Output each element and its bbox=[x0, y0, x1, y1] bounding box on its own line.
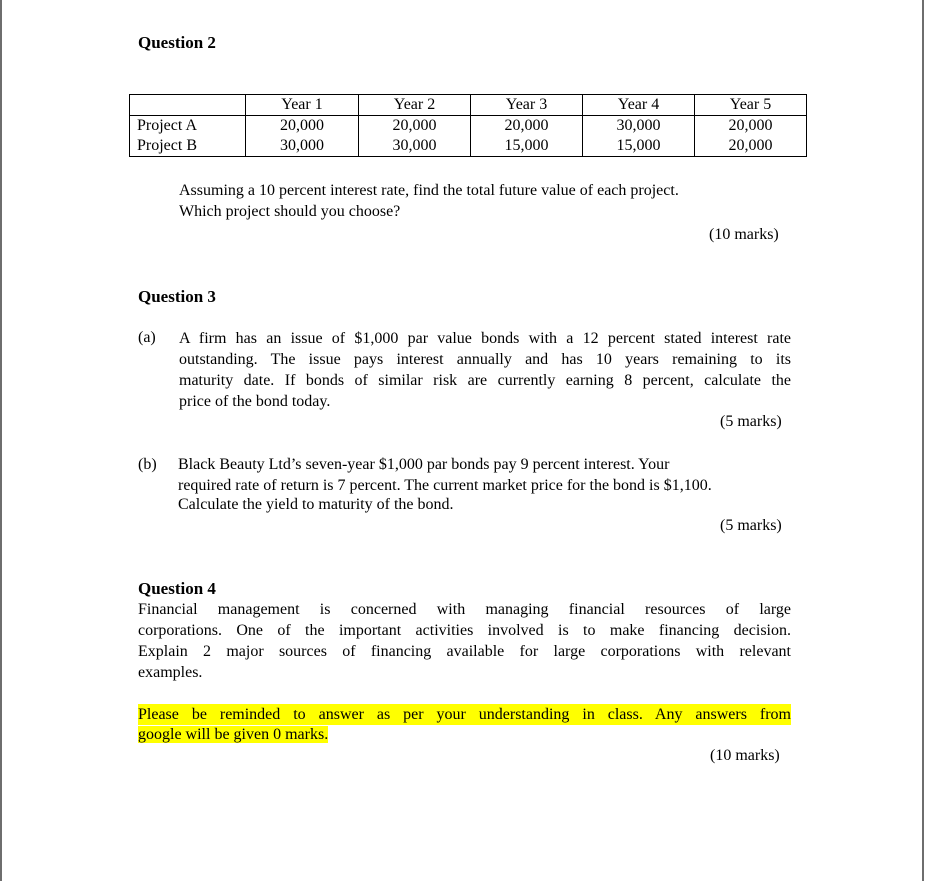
page-left-edge bbox=[0, 0, 2, 881]
question-4-text bbox=[138, 599, 791, 683]
header-year-1: Year 1 bbox=[246, 95, 359, 116]
table-data-row bbox=[130, 116, 807, 157]
project-labels-cell bbox=[130, 116, 246, 157]
project-b-year-5: 20,000 bbox=[728, 137, 773, 154]
question-3b-line-2: required rate of return is 7 percent. The current market price for the bond is $1,100. bbox=[178, 477, 712, 494]
project-b-year-1: 30,000 bbox=[280, 137, 324, 154]
question-3-title: Question 3 bbox=[138, 287, 216, 306]
project-b-label: Project B bbox=[137, 137, 197, 154]
header-year-3: Year 3 bbox=[471, 95, 583, 116]
question-3b-line-3: Calculate the yield to maturity of the bond. bbox=[178, 496, 454, 513]
question-3a-line-1: A firm has an issue of $1,000 par value bonds with a 12 percent stated interest rate bbox=[179, 330, 791, 347]
question-2-title: Question 2 bbox=[138, 33, 216, 52]
reminder-line-2-text: google will be given 0 marks. bbox=[138, 726, 329, 743]
project-a-year-3: 20,000 bbox=[504, 117, 549, 134]
year-3-cell bbox=[471, 116, 583, 157]
question-2-marks: (10 marks) bbox=[709, 226, 779, 243]
question-4-title: Question 4 bbox=[138, 579, 216, 598]
project-a-year-2: 20,000 bbox=[392, 117, 437, 134]
question-3b-label: (b) bbox=[138, 456, 157, 473]
reminder-line-1: Please be reminded to answer as per your understanding in class. Any answers from bbox=[138, 706, 791, 723]
question-4-marks: (10 marks) bbox=[710, 747, 780, 764]
question-2-text-line-2: Which project should you choose? bbox=[179, 203, 401, 220]
question-4-line-4: examples. bbox=[138, 664, 203, 681]
reminder-line-2 bbox=[138, 725, 328, 745]
cash-flow-table bbox=[129, 94, 807, 157]
table-corner-cell bbox=[130, 95, 246, 116]
question-3a-marks: (5 marks) bbox=[720, 413, 782, 430]
question-4-line-2: corporations. One of the important activities involved is to make financing decision. bbox=[138, 622, 791, 639]
table-header-row bbox=[130, 95, 807, 116]
project-b-year-4: 15,000 bbox=[616, 137, 661, 154]
header-year-4: Year 4 bbox=[583, 95, 695, 116]
question-3a-text bbox=[179, 328, 791, 412]
project-a-year-1: 20,000 bbox=[280, 117, 324, 134]
question-4-line-1: Financial management is concerned with managing financial resources of large bbox=[138, 601, 791, 618]
project-b-year-3: 15,000 bbox=[504, 137, 549, 154]
question-3a-line-4: price of the bond today. bbox=[179, 393, 331, 410]
project-a-year-4: 30,000 bbox=[616, 117, 661, 134]
question-3b-marks: (5 marks) bbox=[720, 517, 782, 534]
project-b-year-2: 30,000 bbox=[392, 137, 437, 154]
question-3a-line-3: maturity date. If bonds of similar risk are currently earning 8 percent, calculate the bbox=[179, 372, 791, 389]
question-4-line-3: Explain 2 major sources of financing available for large corporations with relevant bbox=[138, 643, 791, 660]
question-3a-line-2: outstanding. The issue pays interest annually and has 10 years remaining to its bbox=[179, 351, 791, 368]
year-2-cell bbox=[359, 116, 471, 157]
year-4-cell bbox=[583, 116, 695, 157]
project-a-year-5: 20,000 bbox=[728, 117, 773, 134]
year-5-cell bbox=[695, 116, 807, 157]
question-3a-label: (a) bbox=[138, 329, 156, 346]
question-3b-line-1: Black Beauty Ltd’s seven-year $1,000 par bonds pay 9 percent interest. Your bbox=[178, 456, 670, 473]
page-right-edge bbox=[922, 0, 924, 881]
header-year-5: Year 5 bbox=[695, 95, 807, 116]
year-1-cell bbox=[246, 116, 359, 157]
question-2-text-line-1: Assuming a 10 percent interest rate, find the total future value of each project. bbox=[179, 182, 679, 199]
project-a-label: Project A bbox=[137, 117, 197, 134]
header-year-2: Year 2 bbox=[359, 95, 471, 116]
